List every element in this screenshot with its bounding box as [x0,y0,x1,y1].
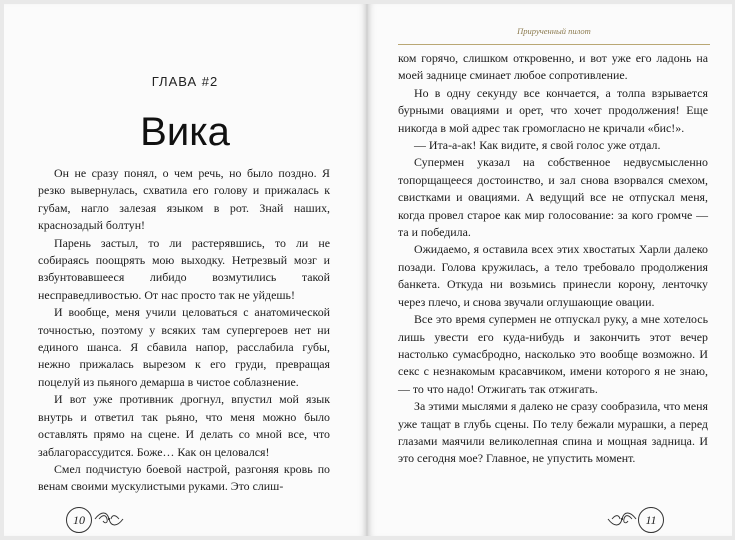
chapter-label: ГЛАВА #2 [151,74,219,89]
flourish-ornament-icon [93,507,125,531]
paragraph: Супермен указал на собственное недвусмысленно топорщащееся достоинство, и зал снова взорвался смехом, свистками и овациями. А ведущий все не отпускал меня, когда провел старое как мир голосование: за кого громче — та и победила. [398,155,708,240]
paragraph: Смел подчистую боевой настрой, разгоняя кровь по венам своими мускулистыми руками. Это слиш- [38,461,330,494]
running-head: Прирученный пилот [517,26,591,36]
paragraph: И вот уже противник дрогнул, впустил мой язык внутрь и ответил так рьяно, что меня можно было оставлять прямо на сцене. И делать со мной все, что заблагорассудится. Боже… Как он целовался! [38,392,330,459]
paragraph: За этими мыслями я далеко не сразу сообразила, что меня уже тащат в глубь сцены. По телу бежали мурашки, а перед глазами маячили великолепная спина и мощная задница. И это сегодня мое? Главное, не упустить момент. [398,399,708,466]
left-page-body [38,165,330,496]
paragraph: Но в одну секунду все кончается, а толпа взрывается бурными овациями и орет, что хочет продолжения! Еще никогда в мой адрес так громогласно не кричали «бис!». [398,85,708,135]
paragraph: ком горячо, слишком откровенно, и вот уже его ладонь на моей заднице сминает любое сопротивление. [398,51,708,83]
page-number: 11 [638,507,664,533]
header-rule [398,44,710,45]
paragraph: Все это время супермен не отпускал руку, а мне хотелось лишь увести его куда-нибудь и закончить этот вечер настолько сумасбродно, насколько это вообще возможно. И секс с незнакомым красавчиком, имени которого я не знаю, — то что надо! Отжигать так отжигать. [398,312,708,396]
right-page-body [398,50,708,468]
paragraph: Ожидаемо, я оставила всех этих хвостатых Харли далеко позади. Голова кружилась, а тело требовало продолжения банкета. Откуда ни возьмись принесли корону, ленточку через плечо, и снова звучали оглушающие овации. [398,242,708,309]
paragraph: Он не сразу понял, о чем речь, но было поздно. Я резко вывернулась, схватила его голову и прижалась к губам, нагло залезая языком в рот. Знай наших, краснозадый болтун! [38,166,330,233]
right-page [368,4,732,536]
flourish-ornament-icon [606,507,638,531]
paragraph: И вообще, меня учили целоваться с анатомической точностью, поэтому у всяких там супергероев нет ни единого шанса. Я сбавила напор, расслабила губы, нежно прижалась вырезом к его груди, превращая поцелуй из пьяного демарша в чистое соблазнение. [38,305,330,389]
left-page [4,4,366,536]
paragraph: Парень застыл, то ли растерявшись, то ли не собираясь поощрять мою выходку. Нетрезвый мозг и взбунтовавшееся либидо возмутились такой несправедливостью. От нас просто так не уйдешь! [38,235,330,302]
chapter-title: Вика [140,110,230,154]
page-number: 10 [66,507,92,533]
paragraph: — Ита-а-ак! Как видите, я свой голос уже отдал. [414,138,661,153]
